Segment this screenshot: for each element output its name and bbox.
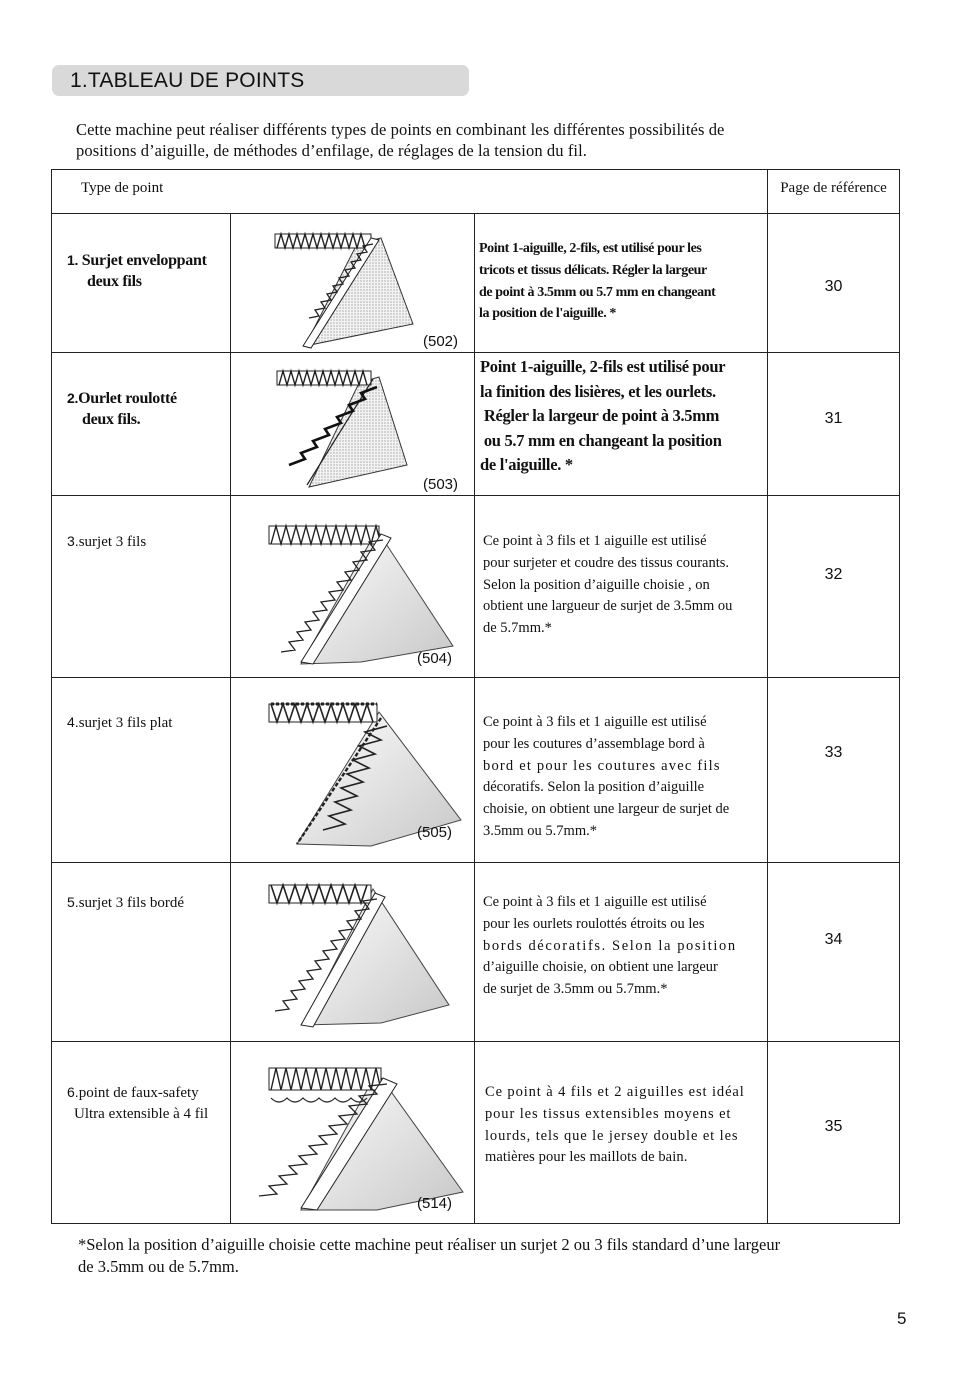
header-page-reference: Page de référence <box>768 170 900 214</box>
stitch-name-cell <box>52 863 231 1042</box>
stitch-diagram-cell <box>231 214 475 353</box>
stitch-name: 2.Ourlet roulotté deux fils. <box>67 390 177 428</box>
stitch-name-cell <box>52 214 231 353</box>
table-row <box>52 863 900 1042</box>
page-reference-cell <box>768 214 900 353</box>
page-reference: 31 <box>824 410 843 427</box>
stitch-description-cell <box>475 496 768 678</box>
stitch-description-cell <box>475 1042 768 1224</box>
stitch-description-cell <box>475 863 768 1042</box>
intro-line-1: Cette machine peut réaliser différents types de points en combinant les différentes possibilités de <box>76 120 725 139</box>
header-type-de-point: Type de point <box>52 170 768 214</box>
stitch-code: (504) <box>417 650 453 667</box>
footnote-line-1: *Selon la position d’aiguille choisie cette machine peut réaliser un surjet 2 ou 3 fils standard d’une largeur <box>78 1235 781 1254</box>
table-header-row <box>52 170 900 214</box>
footnote <box>78 1234 898 1278</box>
page-reference-cell <box>768 678 900 863</box>
stitch-description: Ce point à 3 fils et 1 aiguille est utilisé pour les coutures d’assemblage bord à bord et pour les coutures avec fils décoratifs. Selon la position d’aiguille choisie, on obtient une largeur de surjet de 3.5mm ou 5.7mm.* <box>483 714 730 839</box>
page-reference-cell <box>768 863 900 1042</box>
stitch-name: 1. Surjet enveloppant deux fils <box>67 252 207 290</box>
stitch-name: 6.point de faux-safety Ultra extensible à 4 fil <box>67 1084 209 1122</box>
intro-line-2: positions d’aiguille, de méthodes d’enfilage, de réglages de la tension du fil. <box>76 141 588 160</box>
stitch-503-diagram <box>231 353 475 496</box>
stitch-code: (514) <box>417 1195 453 1212</box>
stitch-name-cell <box>52 353 231 496</box>
section-title: 1.TABLEAU DE POINTS <box>70 69 305 92</box>
stitch-name: 3.surjet 3 fils <box>67 533 147 550</box>
stitch-description-cell <box>475 678 768 863</box>
stitch-description-cell <box>475 214 768 353</box>
stitch-diagram-cell <box>231 496 475 678</box>
page-reference: 33 <box>824 744 843 761</box>
stitch-diagram-cell <box>231 863 475 1042</box>
stitch-name-cell <box>52 678 231 863</box>
page-reference: 32 <box>824 566 843 583</box>
stitch-diagram-cell <box>231 678 475 863</box>
page-reference: 30 <box>824 278 843 295</box>
page-reference: 34 <box>824 931 843 948</box>
stitch-description: Ce point à 3 fils et 1 aiguille est utilisé pour les ourlets roulottés étroits ou les bords décoratifs. Selon la position d’aiguille choisie, on obtient une largeur de surjet de 3.5mm ou 5.7mm.* <box>483 894 737 998</box>
page-reference-cell <box>768 496 900 678</box>
table-row <box>52 678 900 863</box>
page-reference: 35 <box>824 1118 843 1135</box>
stitch-description: Ce point à 3 fils et 1 aiguille est utilisé pour surjeter et coudre des tissus courants. Selon la position d’aiguille choisie , on obtient une largueur de surjet de 3.5mm ou de 5.7mm.* <box>483 533 733 637</box>
page-reference-cell <box>768 1042 900 1224</box>
stitch-name: 5.surjet 3 fils bordé <box>67 894 185 911</box>
table-row <box>52 1042 900 1224</box>
footnote-line-2: de 3.5mm ou de 5.7mm. <box>78 1257 239 1276</box>
stitch-name-cell <box>52 496 231 678</box>
stitch-description: Point 1-aiguille, 2-fils, est utilisé pour les tricots et tissus délicats. Régler la largeur de point à 3.5mm ou 5.7 mm en changeant la position de l'aiguille. * <box>479 241 716 322</box>
stitch-name: 4.surjet 3 fils plat <box>67 714 173 731</box>
stitch-code: (503) <box>423 476 459 493</box>
stitch-diagram-cell <box>231 353 475 496</box>
stitch-description: Point 1-aiguille, 2-fils est utilisé pour la finition des lisières, et les ourlets. Régler la largeur de point à 3.5mm ou 5.7 mm en changeant la position de l'aiguille. * <box>480 357 726 474</box>
page-number: 5 <box>897 1309 907 1328</box>
stitch-description-cell <box>475 353 768 496</box>
stitch-name-cell <box>52 1042 231 1224</box>
stitch-code: (505) <box>417 824 453 841</box>
stitch-table <box>51 169 900 1224</box>
stitch-code: (502) <box>423 333 459 350</box>
stitch-description: Ce point à 4 fils et 2 aiguilles est idéal pour les tissus extensibles moyens et lourds, tels que le jersey double et les matières pour les maillots de bain. <box>485 1084 745 1166</box>
table-row <box>52 353 900 496</box>
table-row <box>52 214 900 353</box>
stitch-bordered-diagram <box>231 863 475 1042</box>
table-row <box>52 496 900 678</box>
page-reference-cell <box>768 353 900 496</box>
stitch-diagram-cell <box>231 1042 475 1224</box>
intro-paragraph <box>76 119 876 161</box>
